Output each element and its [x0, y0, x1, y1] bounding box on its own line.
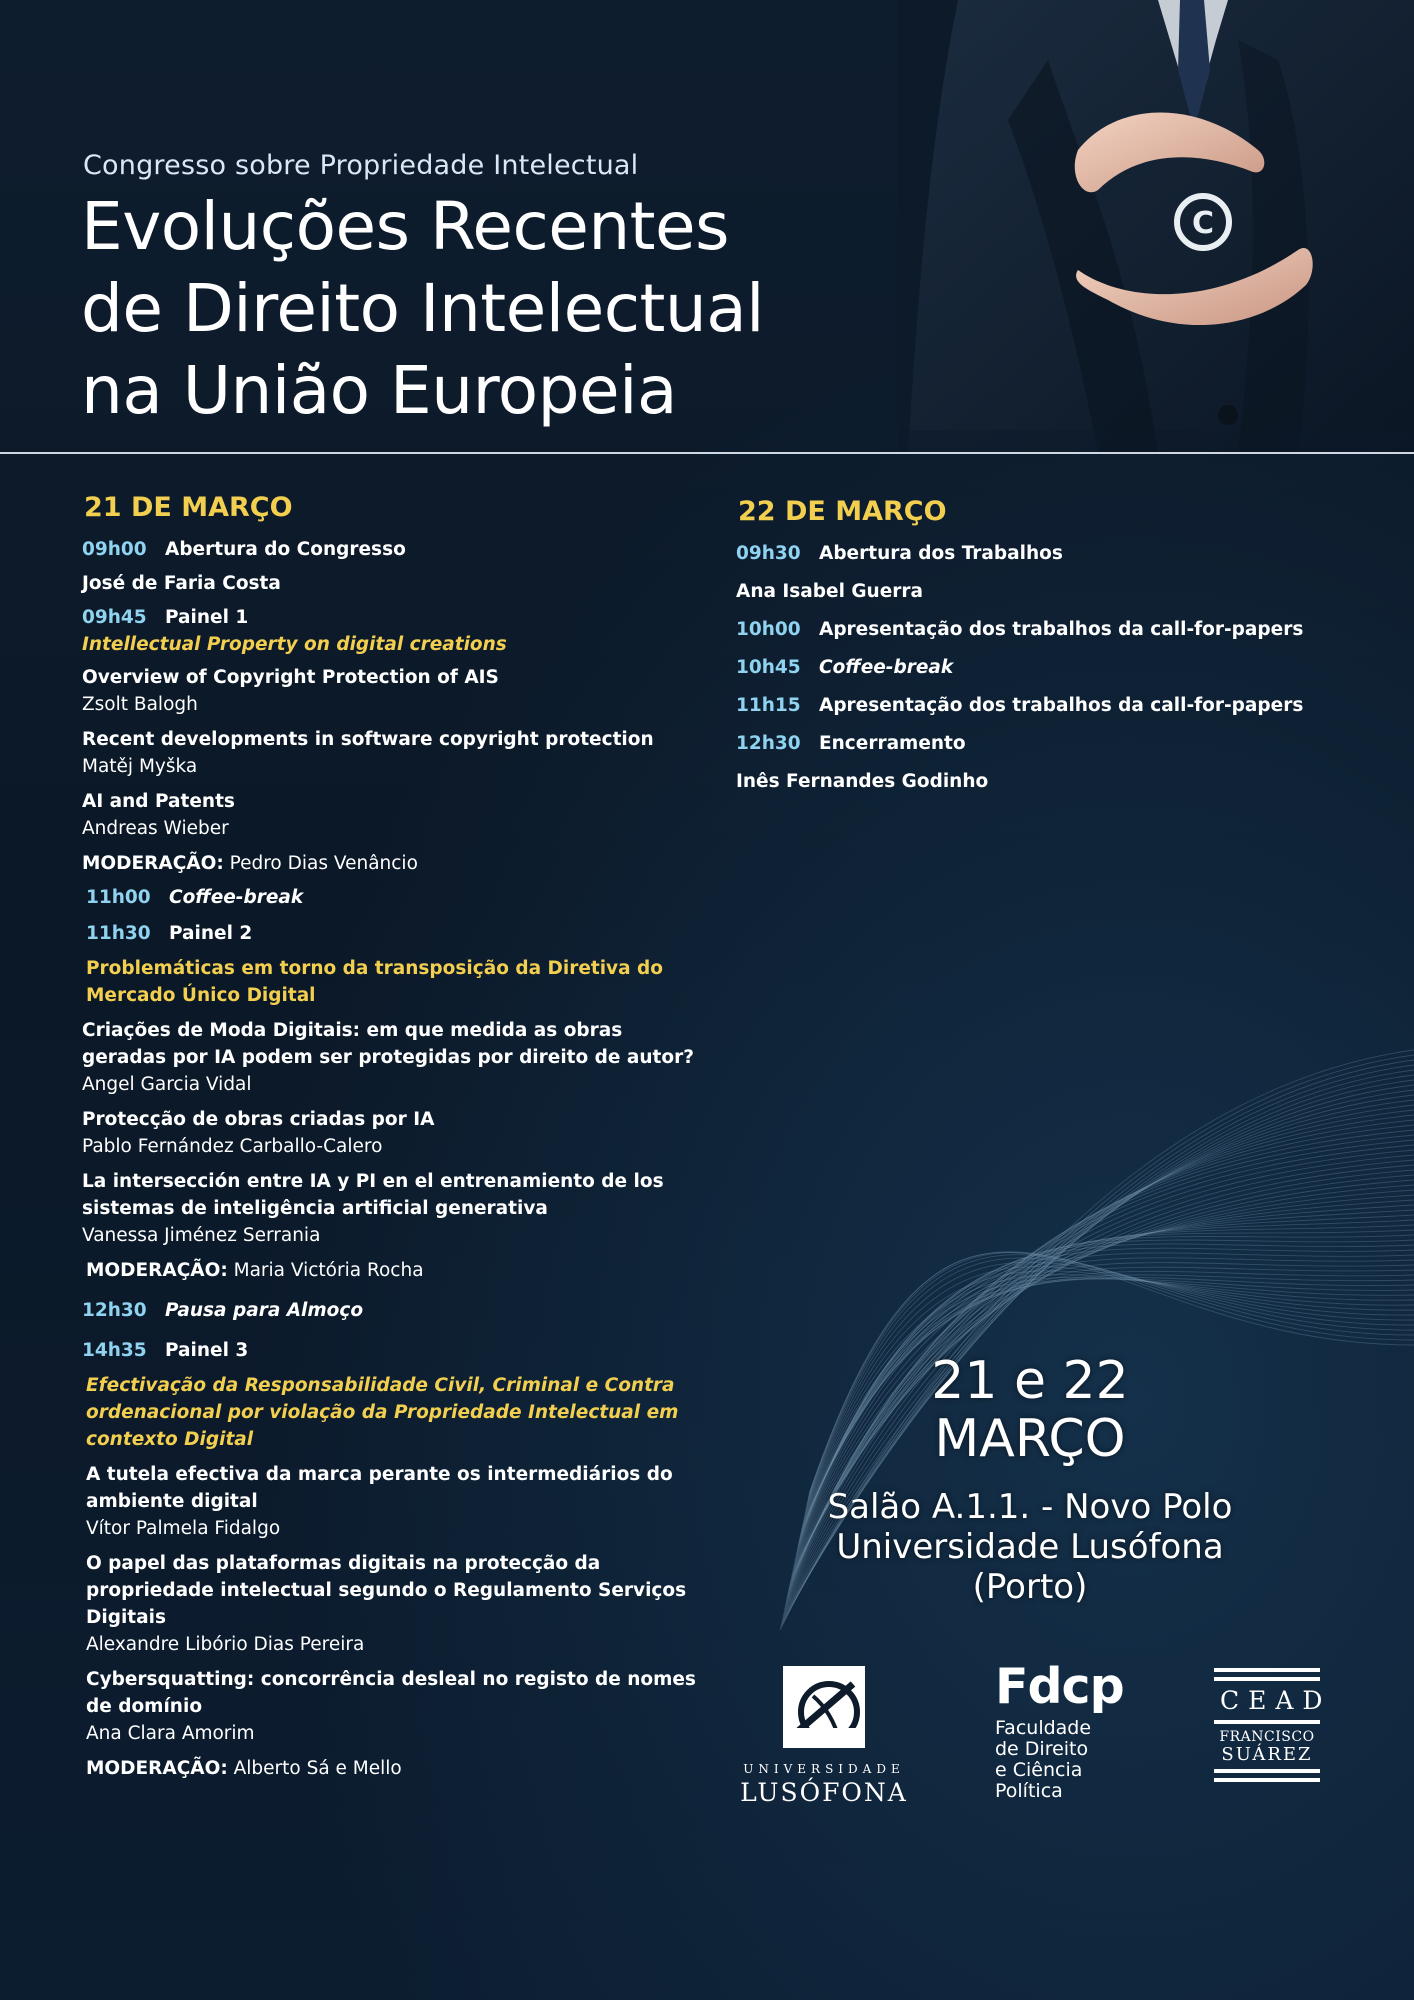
cead-bar	[1214, 1668, 1320, 1672]
session-label: Coffee-break	[819, 657, 954, 678]
day2-item	[736, 617, 1376, 643]
title-line-2: de Direito Intelectual	[81, 270, 764, 347]
businessman-hands-copyright-illustration	[898, 0, 1414, 452]
session-label: Encerramento	[819, 733, 966, 754]
time: 09h00	[82, 539, 147, 560]
moderator: Pedro Dias Venâncio	[229, 853, 418, 874]
coffee-break-row	[82, 885, 712, 911]
cead-bar	[1214, 1778, 1320, 1782]
day2-schedule	[736, 496, 1376, 807]
fdcp-line: Política	[995, 1780, 1063, 1802]
fdcp-line: e Ciência	[995, 1759, 1083, 1781]
cead-suarez: SUÁREZ	[1221, 1744, 1313, 1765]
theme-line: ordenacional por violação da Propriedade Intelectual em	[86, 1402, 679, 1423]
congress-title	[81, 186, 911, 432]
title-line: Digitais	[86, 1607, 166, 1628]
time: 12h30	[736, 733, 801, 754]
lunch-row	[82, 1298, 712, 1324]
fdcp-line: Faculdade	[995, 1717, 1092, 1739]
title-line: Cybersquatting: concorrência desleal no registo de nomes	[86, 1669, 696, 1690]
cead-bar	[1214, 1677, 1320, 1681]
svg-text:C: C	[1191, 206, 1215, 241]
theme-line: contexto Digital	[86, 1429, 254, 1450]
moderation-label: MODERAÇÃO:	[82, 853, 224, 874]
time: 11h30	[86, 923, 151, 944]
talk-title: AI and Patents	[82, 791, 235, 812]
time: 09h30	[736, 543, 801, 564]
talk-speaker: Alexandre Libório Dias Pereira	[86, 1634, 365, 1655]
panel1-theme: Intellectual Property on digital creations	[82, 634, 507, 655]
moderator: Alberto Sá e Mello	[233, 1758, 402, 1779]
talk-speaker: Angel Garcia Vidal	[82, 1074, 252, 1095]
talk-title	[82, 1666, 712, 1720]
cead-francisco: FRANCISCO	[1219, 1729, 1315, 1745]
session-label: Coffee-break	[169, 887, 304, 908]
day2-heading: 22 DE MARÇO	[738, 496, 947, 527]
title-line: sistemas de inteligência artificial generativa	[82, 1198, 548, 1219]
fdcp-mark: Fdcp	[995, 1658, 1124, 1715]
lusofona-logo	[736, 1666, 912, 1816]
event-date-month: MARÇO	[934, 1409, 1126, 1469]
opening-speaker: Ana Isabel Guerra	[736, 581, 923, 602]
talk-title	[82, 1550, 712, 1631]
fdcp-line: de Direito	[995, 1738, 1089, 1760]
title-line: de domínio	[86, 1696, 203, 1717]
talk-title	[82, 1461, 712, 1515]
venue-line: Salão A.1.1. - Novo Polo	[827, 1487, 1233, 1527]
event-venue	[780, 1487, 1280, 1607]
title-line: geradas por IA podem ser protegidas por direito de autor?	[82, 1047, 694, 1068]
panel3-moderation	[82, 1755, 712, 1782]
talk-speaker: Vítor Palmela Fidalgo	[86, 1518, 281, 1539]
title-line: O papel das plataformas digitais na protecção da	[86, 1553, 601, 1574]
day1-schedule	[82, 492, 712, 1782]
talk-title	[82, 1168, 712, 1222]
theme-line: Problemáticas em torno da transposição da Diretiva do	[86, 958, 663, 979]
session-label: Painel 1	[165, 607, 249, 628]
panel2-row	[82, 921, 712, 947]
venue-line: Universidade Lusófona	[836, 1527, 1224, 1567]
talk-speaker: Zsolt Balogh	[82, 694, 198, 715]
lusofona-name: LUSÓFONA	[740, 1778, 908, 1807]
day1-opening-row	[82, 537, 712, 563]
talk-speaker: Pablo Fernández Carballo-Calero	[82, 1136, 383, 1157]
session-label: Apresentação dos trabalhos da call-for-papers	[819, 695, 1304, 716]
panel3-theme	[82, 1372, 712, 1453]
day2-item	[736, 541, 1376, 567]
congress-subtitle: Congresso sobre Propriedade Intelectual	[83, 150, 639, 181]
day1-heading: 21 DE MARÇO	[84, 492, 293, 523]
theme-line: Efectivação da Responsabilidade Civil, Criminal e Contra	[86, 1375, 675, 1396]
event-date-days: 21 e 22	[931, 1351, 1129, 1411]
moderator: Maria Victória Rocha	[233, 1260, 424, 1281]
cead-bar	[1214, 1769, 1320, 1773]
title-line-3: na União Europeia	[81, 352, 677, 429]
session-label: Painel 2	[169, 923, 253, 944]
day2-item	[736, 655, 1376, 681]
moderation-label: MODERAÇÃO:	[86, 1260, 228, 1281]
time: 11h00	[86, 887, 151, 908]
session-label: Abertura dos Trabalhos	[819, 543, 1063, 564]
hero-image	[898, 0, 1414, 452]
cead-bar	[1214, 1720, 1320, 1724]
lusofona-small-text: UNIVERSIDADE	[743, 1762, 905, 1776]
time: 10h45	[736, 657, 801, 678]
closing-speaker: Inês Fernandes Godinho	[736, 771, 989, 792]
panel2-theme	[82, 955, 712, 1009]
day2-item	[736, 731, 1376, 757]
talk-title: Protecção de obras criadas por IA	[82, 1109, 435, 1130]
theme-line: Mercado Único Digital	[86, 985, 316, 1006]
talk-speaker: Andreas Wieber	[82, 818, 229, 839]
session-label: Pausa para Almoço	[165, 1300, 364, 1321]
time: 09h45	[82, 607, 147, 628]
talk-title	[82, 1017, 712, 1071]
title-line: A tutela efectiva da marca perante os intermediários do	[86, 1464, 673, 1485]
fdcp-name	[995, 1718, 1155, 1802]
talk-speaker: Ana Clara Amorim	[86, 1723, 255, 1744]
talk-title: Overview of Copyright Protection of AIS	[82, 667, 499, 688]
moderation-label: MODERAÇÃO:	[86, 1758, 228, 1779]
day2-item	[736, 693, 1376, 719]
fdcp-logo	[995, 1660, 1155, 1802]
title-line-1: Evoluções Recentes	[81, 188, 730, 265]
session-label: Painel 3	[165, 1340, 249, 1361]
talk-speaker: Matěj Myška	[82, 756, 198, 777]
time: 10h00	[736, 619, 801, 640]
cead-word: CEAD	[1220, 1686, 1332, 1715]
globe-icon	[783, 1666, 865, 1748]
time: 14h35	[82, 1340, 147, 1361]
panel1-moderation	[82, 850, 712, 877]
session-label: Apresentação dos trabalhos da call-for-papers	[819, 619, 1304, 640]
header-divider	[0, 452, 1414, 454]
session-label: Abertura do Congresso	[165, 539, 406, 560]
event-date	[820, 1352, 1240, 1468]
time: 12h30	[82, 1300, 147, 1321]
title-line: Criações de Moda Digitais: em que medida as obras	[82, 1020, 623, 1041]
opening-speaker: José de Faria Costa	[82, 573, 281, 594]
panel2-moderation	[82, 1257, 712, 1284]
panel3-row	[82, 1338, 712, 1364]
title-line: propriedade intelectual segundo o Regulamento Serviços	[86, 1580, 687, 1601]
talk-speaker: Vanessa Jiménez Serrania	[82, 1225, 321, 1246]
cead-logo	[1212, 1668, 1332, 1787]
title-line: La intersección entre IA y PI en el entrenamiento de los	[82, 1171, 664, 1192]
panel1-row	[82, 605, 712, 631]
time: 11h15	[736, 695, 801, 716]
venue-line: (Porto)	[972, 1567, 1088, 1607]
talk-title: Recent developments in software copyright protection	[82, 729, 654, 750]
title-line: ambiente digital	[86, 1491, 258, 1512]
